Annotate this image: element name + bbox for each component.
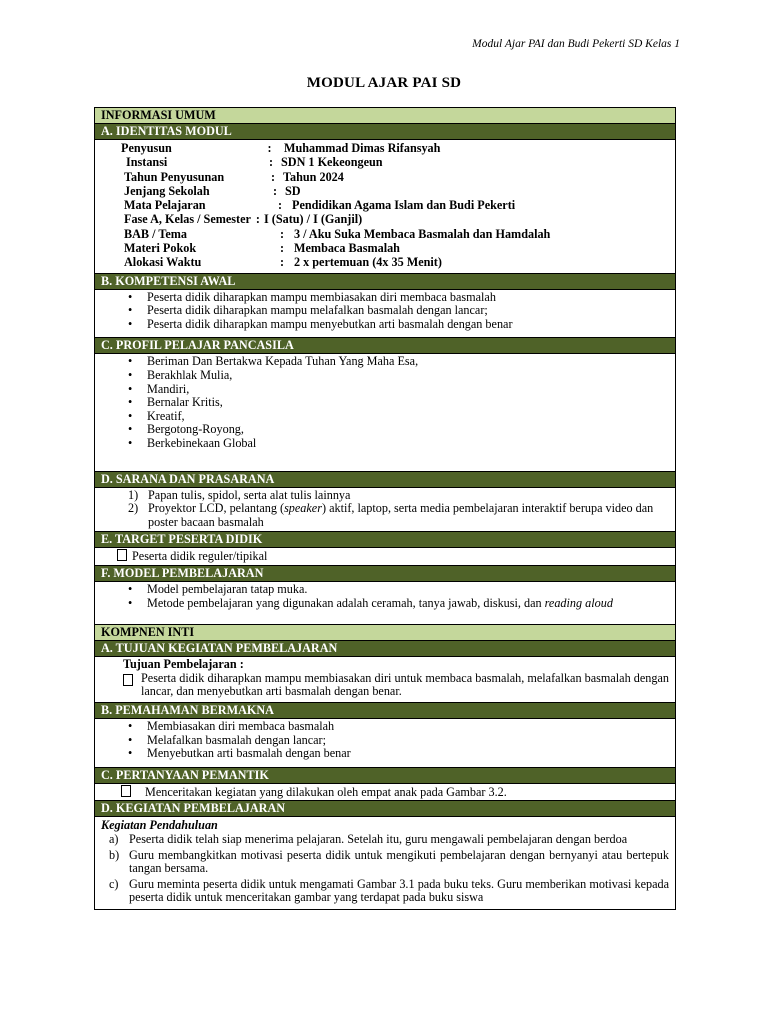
- checkbox-icon: [123, 674, 133, 686]
- list-marker: a): [109, 831, 119, 846]
- identitas-value: Tahun 2024: [283, 169, 344, 184]
- kegiatan-heading: D. KEGIATAN PEMBELAJARAN: [95, 800, 675, 817]
- identitas-key: Instansi: [126, 155, 168, 170]
- identitas-value: 2 x pertemuan (4x 35 Menit): [294, 255, 442, 270]
- tujuan-text-block: [123, 672, 669, 699]
- list-item: • Peserta didik diharapkan mampu menyebutkan arti basmalah dengan benar: [147, 318, 669, 332]
- kegiatan-subheading: Kegiatan Pendahuluan: [101, 818, 218, 833]
- section-informasi-umum: INFORMASI UMUM: [95, 107, 675, 124]
- list-item: • Melafalkan basmalah dengan lancar;: [147, 734, 669, 748]
- profil-list: [101, 355, 669, 450]
- identitas-row: [101, 155, 669, 169]
- target-heading: E. TARGET PESERTA DIDIK: [95, 531, 675, 548]
- list-item: • Peserta didik diharapkan mampu melafalkan basmalah dengan lancar;: [147, 304, 669, 318]
- list-marker: 2): [128, 501, 139, 516]
- identitas-key: BAB / Tema: [124, 226, 187, 241]
- checkbox-icon: [117, 549, 127, 561]
- list-item: • Mandiri,: [147, 383, 669, 397]
- identitas-row: [101, 241, 669, 255]
- target-section: [95, 531, 675, 566]
- identitas-value: Muhammad Dimas Rifansyah: [284, 141, 441, 155]
- kompetensi-body: [95, 290, 675, 338]
- identitas-key: Fase A, Kelas / Semester: [124, 212, 251, 227]
- kompetensi-list: [101, 291, 669, 332]
- list-text-italic: reading aloud: [544, 595, 613, 610]
- list-item: • Membiasakan diri membaca basmalah: [147, 720, 669, 734]
- identitas-row: [101, 255, 669, 269]
- pemahaman-list: [101, 720, 669, 761]
- list-item: • Beriman Dan Bertakwa Kepada Tuhan Yang Maha Esa,: [147, 355, 669, 369]
- list-text: Proyektor LCD, pelantang (: [148, 501, 285, 516]
- identitas-sep: :: [255, 212, 260, 227]
- list-item: [147, 597, 669, 611]
- pemahaman-heading: B. PEMAHAMAN BERMAKNA: [95, 702, 675, 719]
- identitas-row: [101, 170, 669, 184]
- identitas-value: Pendidikan Agama Islam dan Budi Pekerti: [292, 198, 516, 213]
- list-item: • Bernalar Kritis,: [147, 396, 669, 410]
- identitas-key: Penyusun: [121, 141, 172, 155]
- module-table: [94, 107, 676, 910]
- identitas-sep: :: [268, 155, 274, 170]
- list-text: Guru membangkitkan motivasi peserta didik untuk mengikuti pembelajaran dengan bernyanyi atau bertepuk tangan bersama.: [129, 847, 669, 876]
- sarana-list: [101, 489, 669, 530]
- model-heading: F. MODEL PEMBELAJARAN: [95, 565, 675, 582]
- identitas-sep: :: [277, 198, 283, 213]
- identitas-value: I (Satu) / I (Ganjil): [263, 212, 363, 227]
- checkbox-icon: [121, 785, 131, 797]
- kegiatan-body: [95, 817, 675, 909]
- running-header: Modul Ajar PAI dan Budi Pekerti SD Kelas 1: [472, 38, 680, 50]
- list-marker: c): [109, 876, 119, 891]
- pertanyaan-section: [95, 767, 675, 802]
- pertanyaan-heading: C. PERTANYAAN PEMANTIK: [95, 767, 675, 784]
- identitas-value: 3 / Aku Suka Membaca Basmalah dan Hamdalah: [294, 226, 551, 241]
- identitas-value: Membaca Basmalah: [294, 241, 400, 256]
- list-marker: b): [109, 847, 120, 862]
- identitas-sep: :: [272, 183, 278, 198]
- target-text: Peserta didik reguler/tipikal: [132, 549, 268, 564]
- list-text-italic: speaker: [284, 501, 322, 516]
- tujuan-text: Peserta didik diharapkan mampu membiasakan diri untuk membaca basmalah, melafalkan basmalah dengan lancar, dan menyebutkan arti basmalah dengan benar.: [141, 670, 669, 699]
- identitas-sep: :: [270, 169, 276, 184]
- sarana-body: [95, 488, 675, 532]
- list-item: • Model pembelajaran tatap muka.: [147, 583, 669, 597]
- list-item: • Menyebutkan arti basmalah dengan benar: [147, 747, 669, 761]
- model-body: [95, 582, 675, 624]
- model-section: [95, 565, 675, 625]
- identitas-sep: :: [279, 255, 285, 270]
- sarana-heading: D. SARANA DAN PRASARANA: [95, 471, 675, 488]
- identitas-value: SDN 1 Kekeongeun: [281, 155, 383, 170]
- section-komponen-inti: KOMPNEN INTI: [95, 624, 675, 641]
- identitas-section: [95, 123, 675, 274]
- profil-section: [95, 337, 675, 471]
- sarana-section: [95, 471, 675, 533]
- list-text: Guru meminta peserta didik untuk mengamati Gambar 3.1 pada buku teks. Guru memberikan motivasi kepada peserta didik untuk menceritakan gambar yang terdapat pada buku siswa: [129, 876, 669, 905]
- list-text: Papan tulis, spidol, serta alat tulis lainnya: [148, 487, 351, 502]
- identitas-row: [101, 141, 669, 155]
- identitas-key: Mata Pelajaran: [124, 198, 206, 213]
- page-title: MODUL AJAR PAI SD: [306, 75, 462, 91]
- list-text: ) aktif, laptop, serta media pembelajaran interaktif berupa video dan poster bacaan basmalah: [148, 501, 654, 529]
- list-text: Peserta didik telah siap menerima pelajaran. Setelah itu, guru mengawali pembelajaran dengan berdoa: [129, 831, 628, 846]
- kegiatan-list: [101, 833, 669, 905]
- pemahaman-section: [95, 702, 675, 768]
- identitas-row: [101, 227, 669, 241]
- list-item: • Berakhlak Mulia,: [147, 369, 669, 383]
- kegiatan-section: [95, 800, 675, 909]
- identitas-body: [95, 140, 675, 273]
- identitas-row: [101, 184, 669, 198]
- profil-heading: C. PROFIL PELAJAR PANCASILA: [95, 337, 675, 354]
- pemahaman-body: [95, 719, 675, 767]
- list-item: [128, 501, 669, 529]
- tujuan-section: [95, 640, 675, 703]
- identitas-sep: :: [279, 241, 285, 256]
- identitas-key: Tahun Penyusunan: [124, 169, 225, 184]
- identitas-row: [101, 212, 669, 226]
- list-item: • Bergotong-Royong,: [147, 423, 669, 437]
- list-item: [128, 487, 669, 503]
- identitas-sep: :: [267, 141, 272, 155]
- list-text: Metode pembelajaran yang digunakan adalah ceramah, tanya jawab, diskusi, dan: [147, 595, 545, 610]
- model-list: [101, 583, 669, 610]
- tujuan-body: [95, 657, 675, 702]
- list-marker: 1): [128, 487, 139, 502]
- identitas-sep: :: [279, 226, 285, 241]
- list-item: • Kreatif,: [147, 410, 669, 424]
- list-item: [109, 831, 669, 847]
- identitas-key: Alokasi Waktu: [124, 255, 202, 270]
- list-item: [109, 876, 669, 905]
- pertanyaan-text: Menceritakan kegiatan yang dilakukan oleh empat anak pada Gambar 3.2.: [145, 784, 507, 799]
- tujuan-heading: A. TUJUAN KEGIATAN PEMBELAJARAN: [95, 640, 675, 657]
- identitas-key: Jenjang Sekolah: [124, 183, 210, 198]
- identitas-heading: A. IDENTITAS MODUL: [95, 123, 675, 140]
- profil-body: [95, 354, 675, 470]
- kompetensi-section: [95, 273, 675, 339]
- tujuan-subheading: Tujuan Pembelajaran :: [123, 657, 244, 672]
- kompetensi-heading: B. KOMPETENSI AWAL: [95, 273, 675, 290]
- list-item: • Berkebinekaan Global: [147, 437, 669, 451]
- list-item: • Peserta didik diharapkan mampu membiasakan diri membaca basmalah: [147, 291, 669, 305]
- identitas-key: Materi Pokok: [124, 241, 197, 256]
- pertanyaan-body: [95, 784, 675, 801]
- target-body: [95, 548, 675, 565]
- list-item: [109, 847, 669, 876]
- identitas-value: SD: [285, 183, 301, 198]
- identitas-row: [101, 198, 669, 212]
